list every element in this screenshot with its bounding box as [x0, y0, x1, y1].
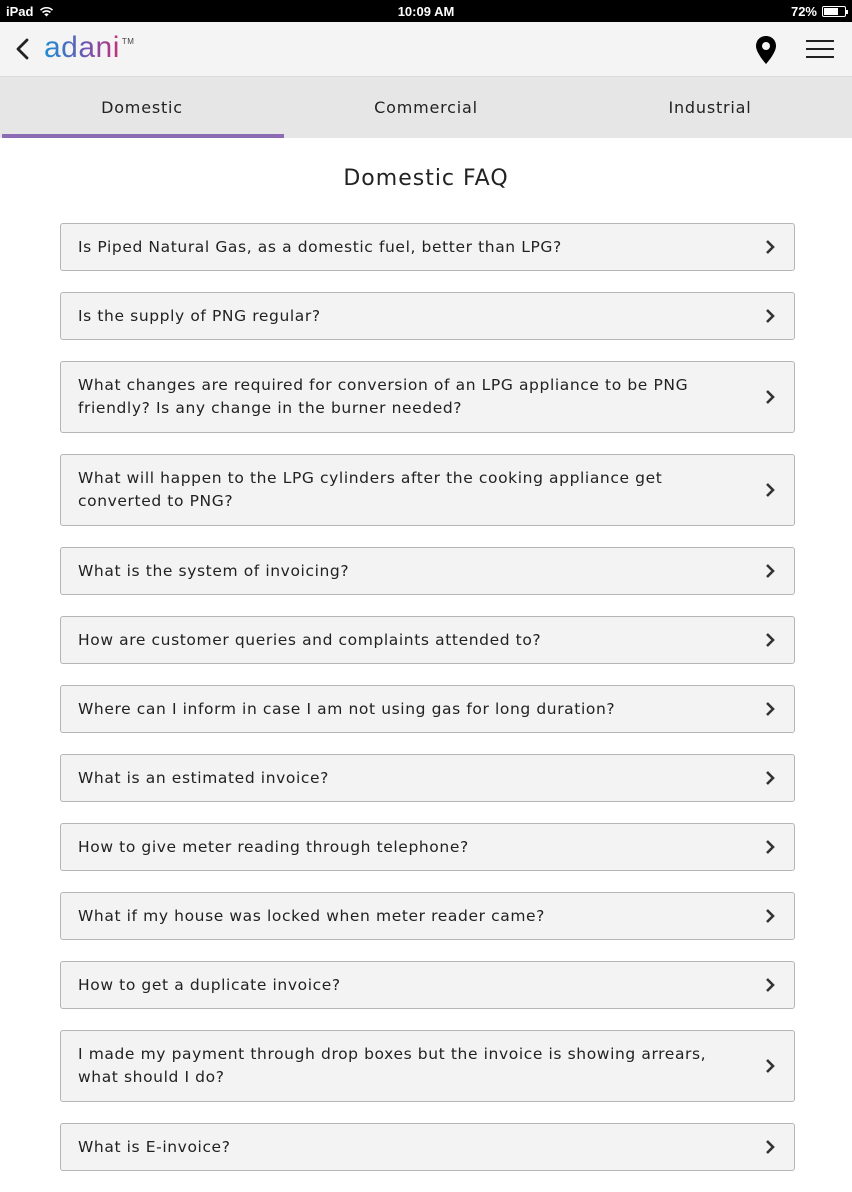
battery-fill — [824, 8, 838, 15]
status-time: 10:09 AM — [397, 4, 455, 19]
chevron-right-icon — [764, 839, 776, 855]
adani-logo[interactable] — [44, 31, 134, 65]
hamburger-menu-icon[interactable] — [806, 38, 834, 60]
location-pin-icon[interactable] — [754, 35, 778, 65]
faq-question: What will happen to the LPG cylinders after the cooking appliance get converted to PNG? — [78, 469, 663, 510]
chevron-right-icon — [764, 908, 776, 924]
faq-question: What changes are required for conversion of an LPG appliance to be PNG friendly? Is any change in the burner needed? — [78, 376, 689, 417]
faq-item[interactable] — [60, 1123, 795, 1171]
chevron-right-icon — [764, 389, 776, 405]
faq-question: Is the supply of PNG regular? — [78, 306, 321, 325]
faq-item[interactable] — [60, 292, 795, 340]
faq-question: Is Piped Natural Gas, as a domestic fuel, better than LPG? — [78, 237, 562, 256]
faq-item[interactable] — [60, 1030, 795, 1102]
tab-commercial[interactable]: Commercial — [374, 98, 478, 117]
faq-question: How to give meter reading through telephone? — [78, 837, 469, 856]
chevron-right-icon — [764, 770, 776, 786]
faq-question: What if my house was locked when meter reader came? — [78, 906, 545, 925]
status-bar — [0, 0, 852, 22]
page-title: Domestic FAQ — [343, 166, 509, 191]
faq-question: How are customer queries and complaints attended to? — [78, 630, 542, 649]
faq-question: How to get a duplicate invoice? — [78, 975, 341, 994]
chevron-right-icon — [764, 977, 776, 993]
faq-question: What is E-invoice? — [78, 1137, 231, 1156]
back-icon[interactable] — [14, 37, 32, 61]
app-header — [0, 22, 852, 77]
battery-icon — [822, 6, 846, 17]
faq-list — [60, 223, 795, 1192]
category-tabs — [0, 77, 852, 138]
faq-item[interactable] — [60, 754, 795, 802]
faq-item[interactable] — [60, 892, 795, 940]
faq-item[interactable] — [60, 823, 795, 871]
faq-item[interactable] — [60, 547, 795, 595]
status-right — [791, 4, 846, 19]
battery-percent: 72% — [790, 4, 817, 19]
chevron-right-icon — [764, 482, 776, 498]
chevron-right-icon — [764, 632, 776, 648]
chevron-right-icon — [764, 1058, 776, 1074]
chevron-right-icon — [764, 1139, 776, 1155]
faq-item[interactable] — [60, 616, 795, 664]
chevron-right-icon — [764, 239, 776, 255]
chevron-right-icon — [764, 563, 776, 579]
tab-domestic[interactable]: Domestic — [0, 77, 284, 138]
faq-item[interactable] — [60, 454, 795, 526]
logo-trademark: TM — [121, 37, 135, 46]
chevron-right-icon — [764, 701, 776, 717]
faq-item[interactable] — [60, 223, 795, 271]
device-name: iPad — [6, 4, 34, 19]
faq-question: What is the system of invoicing? — [78, 561, 350, 580]
logo-wordmark: adani — [44, 31, 120, 64]
faq-item[interactable] — [60, 961, 795, 1009]
faq-question: Where can I inform in case I am not using gas for long duration? — [78, 699, 616, 718]
chevron-right-icon — [764, 308, 776, 324]
faq-item[interactable] — [60, 685, 795, 733]
faq-question: What is an estimated invoice? — [78, 768, 329, 787]
faq-question: I made my payment through drop boxes but the invoice is showing arrears, what should I do? — [78, 1045, 707, 1086]
faq-item[interactable] — [60, 361, 795, 433]
tab-industrial[interactable]: Industrial — [668, 98, 752, 117]
